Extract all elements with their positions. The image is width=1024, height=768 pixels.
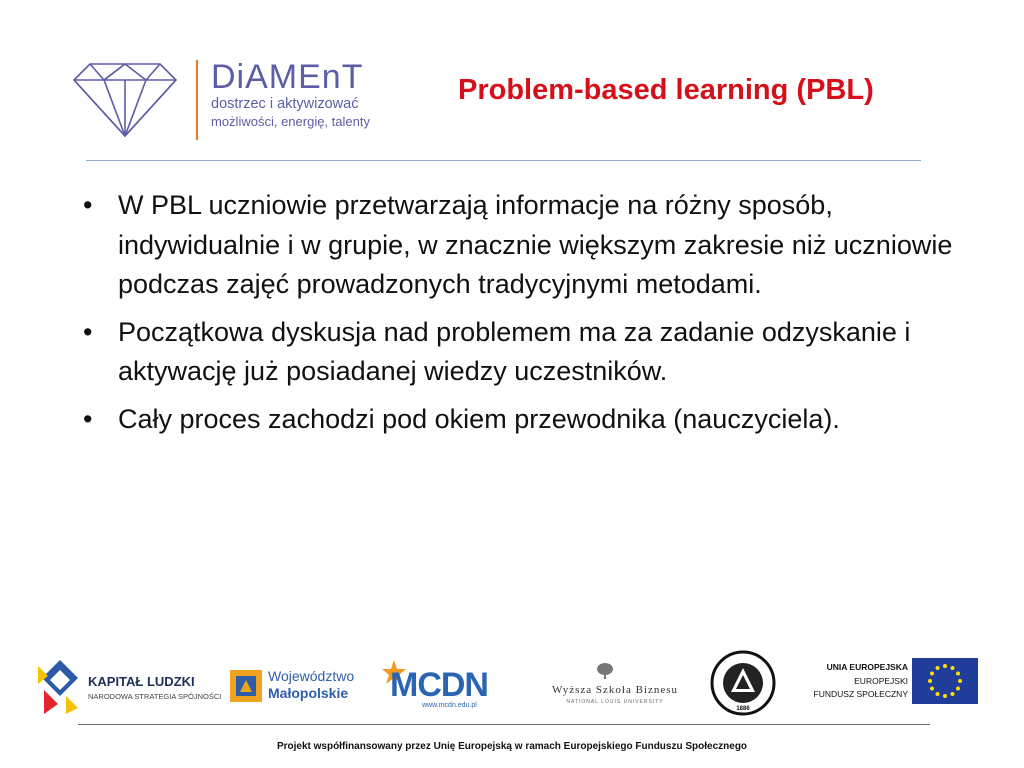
bullet-item <box>78 400 968 440</box>
nlu-year: 1886 <box>736 706 750 712</box>
bullet-list <box>78 186 968 447</box>
bullet-item <box>78 313 968 392</box>
eu-line3: FUNDUSZ SPOŁECZNY <box>813 689 908 699</box>
eu-title: UNIA EUROPEJSKA <box>826 662 908 672</box>
malopolskie-line1: Województwo <box>268 668 355 684</box>
logo-divider <box>196 60 198 140</box>
wsb-logo <box>535 662 695 712</box>
kl-subtitle: NARODOWA STRATEGIA SPÓJNOŚCI <box>88 692 222 701</box>
malopolskie-crest-icon <box>230 670 262 702</box>
bullet-item <box>78 186 968 305</box>
malopolskie-logo <box>230 666 360 710</box>
nlu-seal-logo <box>710 650 776 716</box>
eu-flag-icon <box>912 658 978 704</box>
kapital-ludzki-logo <box>38 656 228 716</box>
footer-logos <box>30 648 990 720</box>
logo-text <box>211 58 370 130</box>
logo-tagline-1: dostrzec i aktywizować <box>211 96 359 112</box>
eu-logo <box>790 658 980 712</box>
bullet-icon: • <box>83 190 93 220</box>
footer-divider <box>78 724 930 725</box>
bullet-text: Początkowa dyskusja nad problemem ma za zadanie odzyskanie i aktywację już posiadanej wiedzy uczestników. <box>118 316 911 386</box>
bullet-text: W PBL uczniowie przetwarzają informacje na różny sposób, indywidualnie i w grupie, w znacznie większym zakresie niż uczniowie podczas zajęć prowadzonych tradycyjnymi metodami. <box>118 190 953 299</box>
bullet-icon: • <box>83 403 93 434</box>
logo-tagline-2: możliwości, energię, talenty <box>211 114 370 129</box>
kl-title: KAPITAŁ LUDZKI <box>88 674 195 689</box>
kapital-ludzki-icon <box>38 656 82 716</box>
wsb-title: Wyższa Szkoła Biznesu <box>551 684 679 696</box>
mcdn-url: www.mcdn.edu.pl <box>422 702 477 709</box>
wsb-tree-icon <box>595 662 615 680</box>
footer-caption: Projekt współfinansowany przez Unię Europejską w ramach Europejskiego Funduszu Społecznego <box>276 741 748 752</box>
mcdn-logo <box>380 658 495 712</box>
slide-title: Problem-based learning (PBL) <box>458 74 874 106</box>
wsb-subtitle: NATIONAL LOUIS UNIVERSITY <box>566 699 664 705</box>
header-divider <box>86 160 921 161</box>
bullet-text: Cały proces zachodzi pod okiem przewodnika (nauczyciela). <box>118 403 840 434</box>
logo-title: DiAMEnT <box>211 58 364 96</box>
eu-line2: EUROPEJSKI <box>854 676 908 686</box>
mcdn-title: MCDN <box>390 666 488 704</box>
bullet-icon: • <box>83 316 93 347</box>
malopolskie-line2: Małopolskie <box>268 685 349 701</box>
diamond-logo-icon <box>70 58 180 140</box>
